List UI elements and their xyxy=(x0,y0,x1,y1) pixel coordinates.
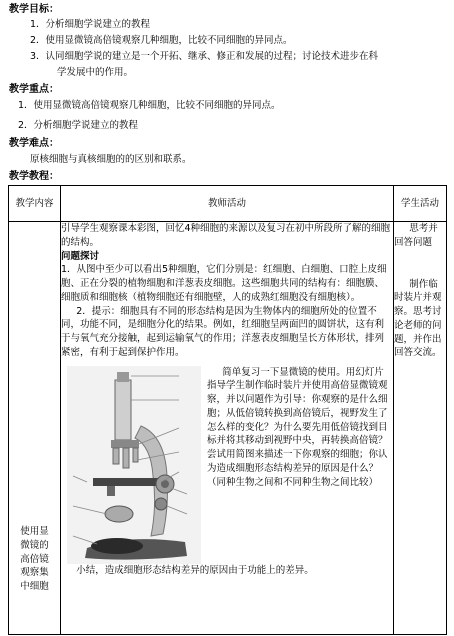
microscope-diagram xyxy=(67,366,201,564)
header-teacher: 教师活动 xyxy=(61,186,394,222)
objective-item: 3．认同细胞学说的建立是一个开拓、继承、修正和发展的过程；讨论技术进步在科 xyxy=(30,51,379,62)
objective-item: 2．使用显微镜高倍镜观察几种细胞，比较不同细胞的异同点。 xyxy=(30,35,293,46)
process-heading: 教学教程： xyxy=(9,171,59,182)
content-cell: 使用显微镜的高倍镜观察集中细胞 xyxy=(9,222,61,635)
difficulty-text: 原核细胞与真核细胞的的区别和联系。 xyxy=(30,154,192,165)
student-activity-1: 思考并回答问题 xyxy=(394,223,438,248)
difficulty-heading: 教学难点： xyxy=(9,138,59,149)
discussion-answer-1: 1．从图中至少可以看出5种细胞，它们分别是：红细胞、白细胞、口腔上皮细胞、正在分裂的植物细胞和洋葱表皮细胞。这些细胞共同的结构有：细胞膜、细胞质和细胞核（植物细胞还有细胞壁，人的成熟红细胞没有细胞核）。 xyxy=(61,264,387,303)
teaching-plan-table xyxy=(8,185,447,635)
objective-item: 学发展中的作用。 xyxy=(57,67,134,78)
keypoints-heading: 教学重点： xyxy=(9,84,59,95)
objectives-heading: 教学目标： xyxy=(9,4,59,15)
teacher-activity-cell xyxy=(61,222,394,635)
student-activity-cell xyxy=(394,222,447,635)
summary-text: 小结，造成细胞形态结构差异的原因由于功能上的差异。 xyxy=(76,564,314,576)
keypoint-item: 1．使用显微镜高倍镜观察几种细胞，比较不同细胞的异同点。 xyxy=(18,100,281,111)
microscope-usage-text: 简单复习一下显微镜的使用。用幻灯片指导学生制作临时装片并使用高倍显微镜观察，并以问题作为引导：你观察的是什么细胞；从低倍镜转换到高倍镜后，视野发生了怎么样的变化？为什么要先用低倍镜找到目标并将其移动到视野中央，再转换高倍镜？尝试用简图来描述一下你观察的细胞；你认为造成细胞形态结构差异的原因是什么？（同种生物之间和不同种生物之间比较） xyxy=(207,366,388,488)
header-student: 学生活动 xyxy=(394,186,447,222)
discussion-heading: 问题探讨 xyxy=(61,250,100,262)
header-content: 教学内容 xyxy=(9,186,61,222)
student-activity-2: 制作临时装片并观察。思考讨论老师的问题，并作出回答交流。 xyxy=(394,278,442,359)
keypoint-item: 2．分析细胞学说建立的教程 xyxy=(18,120,139,131)
objective-item: 1．分析细胞学说建立的教程 xyxy=(30,19,151,30)
microscope-block xyxy=(65,366,393,556)
discussion-answer-2: 2．提示：细胞具有不同的形态结构是因为生物体内的细胞所处的位置不同，功能不同，是细胞分化的结果。例如，红细胞呈两面凹的圆饼状，这有利于与氧气充分接触，起到运输氧气的作用；洋葱表皮细胞呈长方体形状，排列紧密，有利于起到保护作用。 xyxy=(61,305,385,358)
teacher-intro: 引导学生观察课本彩图，回忆4种细胞的来源以及复习在初中所段所了解的细胞的结构。 xyxy=(61,223,391,248)
